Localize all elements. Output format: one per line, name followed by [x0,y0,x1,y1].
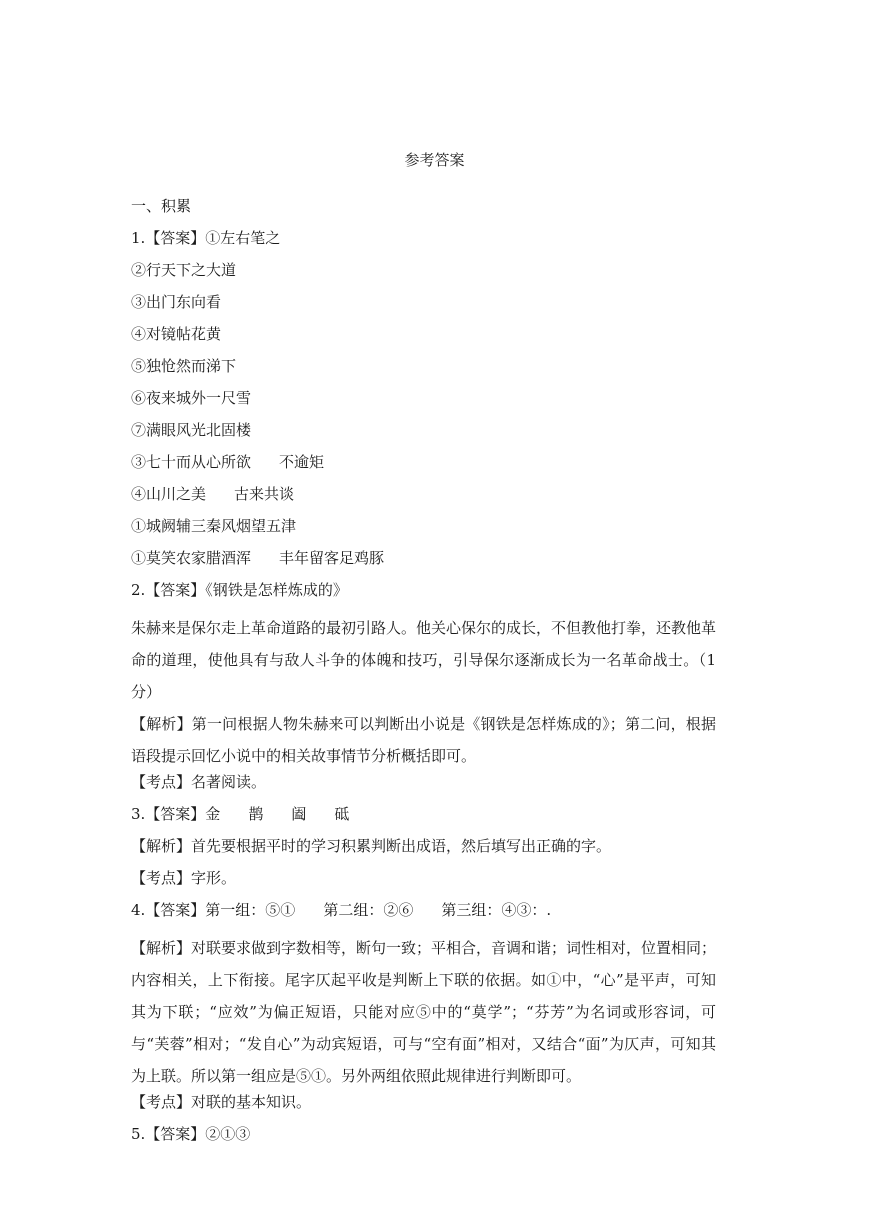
q1-item: ②行天下之大道 [131,261,237,279]
q4-analysis: 【解析】对联要求做到字数相等，断句一致；平相合，音调和谐；词性相对，位置相同；内容相关，上下衔接。尾字仄起平收是判断上下联的依据。如①中，“心”是平声，可知其为下联；“应效”为偏正短语，只能对应⑤中的“莫学”；“芬芳”为名词或形容词，可与“芙蓉”相对；“发自心”为动宾短语，可与“空有面”相对，又结合“面”为仄声，可知其为上联。所以第一组应是⑤①。另外两组依照此规律进行判断即可。 [131,939,717,1085]
answer-content [131,196,716,1156]
q1-pair [131,484,716,516]
q1-pair [131,452,716,484]
q3-analysis: 【解析】首先要根据平时的学习积累判断出成语，然后填写出正确的字。 [131,837,612,855]
q1-item: ⑤独怆然而涕下 [131,357,237,375]
q3-point: 【考点】字形。 [131,869,237,887]
q4-answer-head: 4.【答案】第一组：⑤① [131,901,296,919]
page-title: 参考答案 [404,151,465,169]
q4-group-2: 第二组：②⑥ [323,901,414,919]
q2-analysis: 【解析】第一问根据人物朱赫来可以判断出小说是《钢铁是怎样炼成的》；第二问，根据语段提示回忆小说中的相关故事情节分析概括即可。 [131,715,716,765]
q2-answer: 2.【答案】《钢铁是怎样炼成的》 [131,581,348,599]
q1-item: ③出门东向看 [131,293,222,311]
q1-answer-head: 1.【答案】①左右笔之 [131,229,281,247]
q1-item: ①城阙辅三秦风烟望五津 [131,517,297,535]
q1-pair-first: ③七十而从心所欲 [131,453,252,471]
q1-pair-first: ④山川之美 [131,485,207,503]
section-heading: 一、积累 [131,197,192,215]
q1-pair [131,548,716,580]
q1-pair-first: ①莫笑农家腊酒浑 [131,549,252,567]
q3-char: 鹊 [248,805,264,823]
q1-item: ⑥夜来城外一尺雪 [131,389,252,407]
q1-item: ⑦满眼风光北固楼 [131,421,252,439]
q2-explanation: 朱赫来是保尔走上革命道路的最初引路人。他关心保尔的成长，不但教他打拳，还教他革命的道理，使他具有与敌人斗争的体魄和技巧，引导保尔逐渐成长为一名革命战士。（1分） [131,619,717,701]
q1-pair-second: 古来共谈 [234,485,295,503]
q3-answer-head: 3.【答案】金 [131,805,221,823]
q1-pair-second: 不逾矩 [279,453,325,471]
q3-answer [131,804,716,836]
q2-point: 【考点】名著阅读。 [131,773,267,791]
q4-point: 【考点】对联的基本知识。 [131,1093,312,1111]
q1-pair-second: 丰年留客足鸡豚 [279,549,385,567]
q5-answer: 5.【答案】②①③ [131,1125,251,1143]
q4-answer [131,900,716,932]
q1-item: ④对镜帖花黄 [131,325,222,343]
q3-char: 阖 [291,805,307,823]
q3-char: 砥 [334,805,350,823]
q4-group-3: 第三组：④③：. [441,901,552,919]
